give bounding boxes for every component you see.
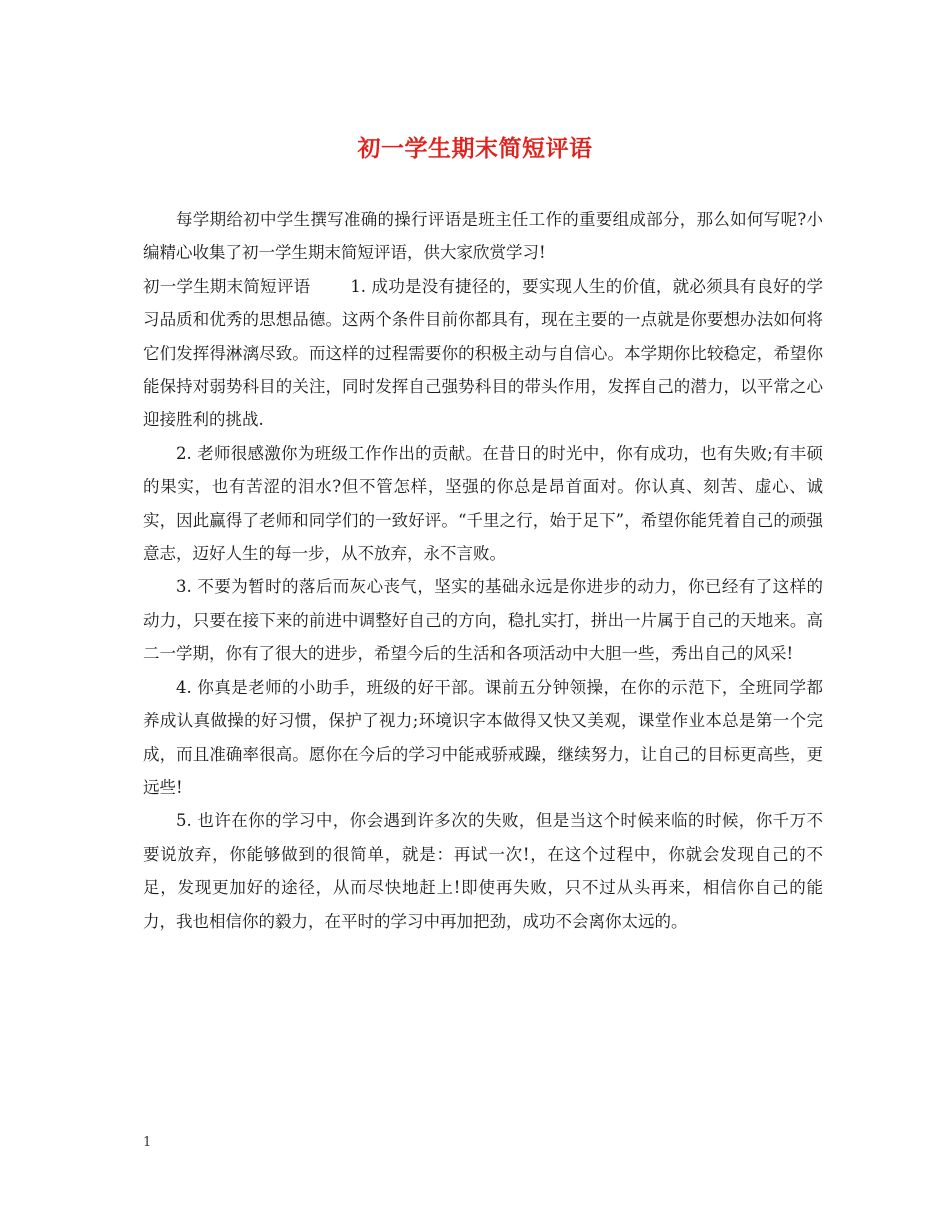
intro-paragraph: 每学期给初中学生撰写准确的操行评语是班主任工作的重要组成部分，那么如何写呢?小编精心收集了初一学生期末简短评语，供大家欣赏学习! xyxy=(143,210,823,263)
first-item-paragraph xyxy=(143,270,823,437)
section-heading: 初一学生期末简短评语 xyxy=(143,276,311,296)
item-1-text: 1. 成功是没有捷径的，要实现人生的价值，就必须具有良好的学习品质和优秀的思想品德。这两个条件目前你都具有，现在主要的一点就是你要想办法如何将它们发挥得淋漓尽致。而这样的过程需要你的积极主动与自信心。本学期你比较稳定，希望你能保持对弱势科目的关注，同时发挥自己强势科目的带头作用，发挥自己的潜力，以平常之心迎接胜利的挑战. xyxy=(143,276,824,430)
document-body xyxy=(143,203,823,938)
page-number: 1 xyxy=(143,1135,152,1150)
item-2-paragraph: 2. 老师很感激你为班级工作作出的贡献。在昔日的时光中，你有成功，也有失败;有丰硕的果实，也有苦涩的泪水?但不管怎样，坚强的你总是昂首面对。你认真、刻苦、虚心、诚实，因此赢得了老师和同学们的一致好评。“千里之行，始于足下”，希望你能凭着自己的顽强意志，迈好人生的每一步，从不放弃，永不言败。 xyxy=(143,443,823,564)
item-4-paragraph: 4. 你真是老师的小助手，班级的好干部。课前五分钟领操，在你的示范下，全班同学都养成认真做操的好习惯，保护了视力;环境识字本做得又快又美观，课堂作业本总是第一个完成，而且准确率很高。愿你在今后的学习中能戒骄戒躁，继续努力，让自己的目标更高些，更远些! xyxy=(143,677,823,797)
page-title: 初一学生期末简短评语 xyxy=(357,135,593,162)
item-5-paragraph: 5. 也许在你的学习中，你会遇到许多次的失败，但是当这个时候来临的时候，你千万不要说放弃，你能够做到的很简单，就是：再试一次!，在这个过程中，你就会发现自己的不足，发现更加好的途径，从而尽快地赶上!即使再失败，只不过从头再来，相信你自己的能力，我也相信你的毅力，在平时的学习中再加把劲，成功不会离你太远的。 xyxy=(143,811,823,931)
item-3-paragraph: 3. 不要为暂时的落后而灰心丧气，坚实的基础永远是你进步的动力，你已经有了这样的动力，只要在接下来的前进中调整好自己的方向，稳扎实打，拼出一片属于自己的天地来。高二一学期，你有了很大的进步，希望今后的生活和各项活动中大胆一些，秀出自己的风采! xyxy=(143,577,823,664)
